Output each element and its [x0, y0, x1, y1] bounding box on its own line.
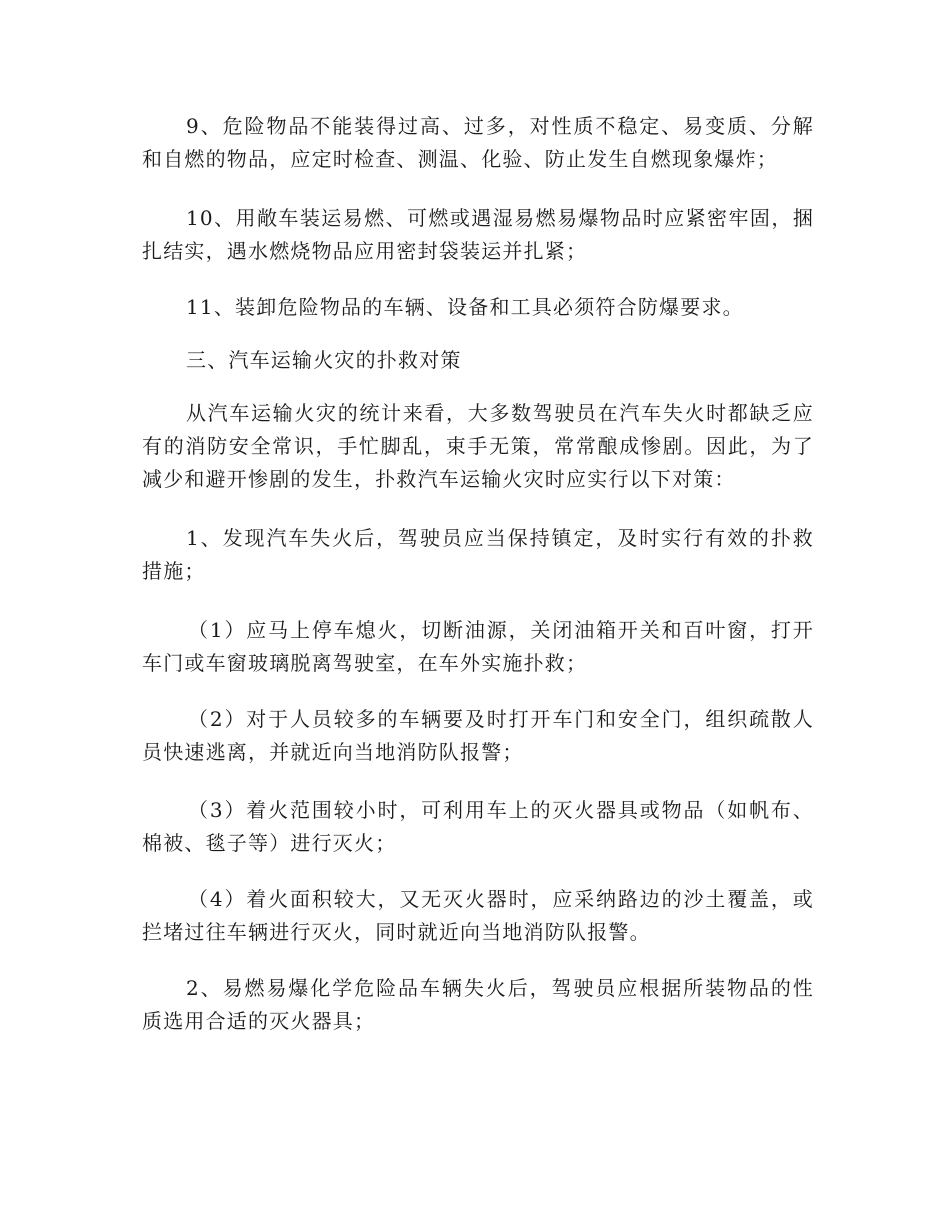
paragraph-sub-3: （3）着火范围较小时，可利用车上的灭火器具或物品（如帆布、棉被、毯子等）进行灭火； [142, 798, 814, 855]
paragraph-item-10: 10、用敞车装运易燃、可燃或遇湿易燃易爆物品时应紧密牢固，捆扎结实，遇水燃烧物品应用密封袋装运并扎紧； [142, 206, 814, 263]
section-heading: 三、汽车运输火灾的扑救对策 [186, 348, 462, 372]
intro-paragraph: 从汽车运输火灾的统计来看，大多数驾驶员在汽车失火时都缺乏应有的消防安全常识，手忙脚乱，束手无策，常常酿成惨剧。因此，为了减少和避开惨剧的发生，扑救汽车运输火灾时应实行以下对策： [142, 401, 814, 491]
paragraph-sub-2: （2）对于人员较多的车辆要及时打开车门和安全门，组织疏散人员快速逃离，并就近向当地消防队报警； [142, 707, 814, 764]
paragraph-item-9: 9、危险物品不能装得过高、过多，对性质不稳定、易变质、分解和自燃的物品，应定时检查、测温、化验、防止发生自燃现象爆炸； [142, 114, 814, 171]
paragraph-sub-4: （4）着火面积较大，又无灭火器时，应采纳路边的沙土覆盖，或拦堵过往车辆进行灭火，同时就近向当地消防队报警。 [142, 887, 814, 944]
paragraph-item-2: 2、易燃易爆化学危险品车辆失火后，驾驶员应根据所装物品的性质选用合适的灭火器具； [142, 976, 814, 1033]
paragraph-item-11: 11、装卸危险物品的车辆、设备和工具必须符合防爆要求。 [186, 295, 744, 319]
paragraph-item-1: 1、发现汽车失火后，驾驶员应当保持镇定，及时实行有效的扑救措施； [142, 526, 814, 583]
paragraph-sub-1: （1）应马上停车熄火，切断油源，关闭油箱开关和百叶窗，打开车门或车窗玻璃脱离驾驶室，在车外实施扑救； [142, 618, 814, 675]
